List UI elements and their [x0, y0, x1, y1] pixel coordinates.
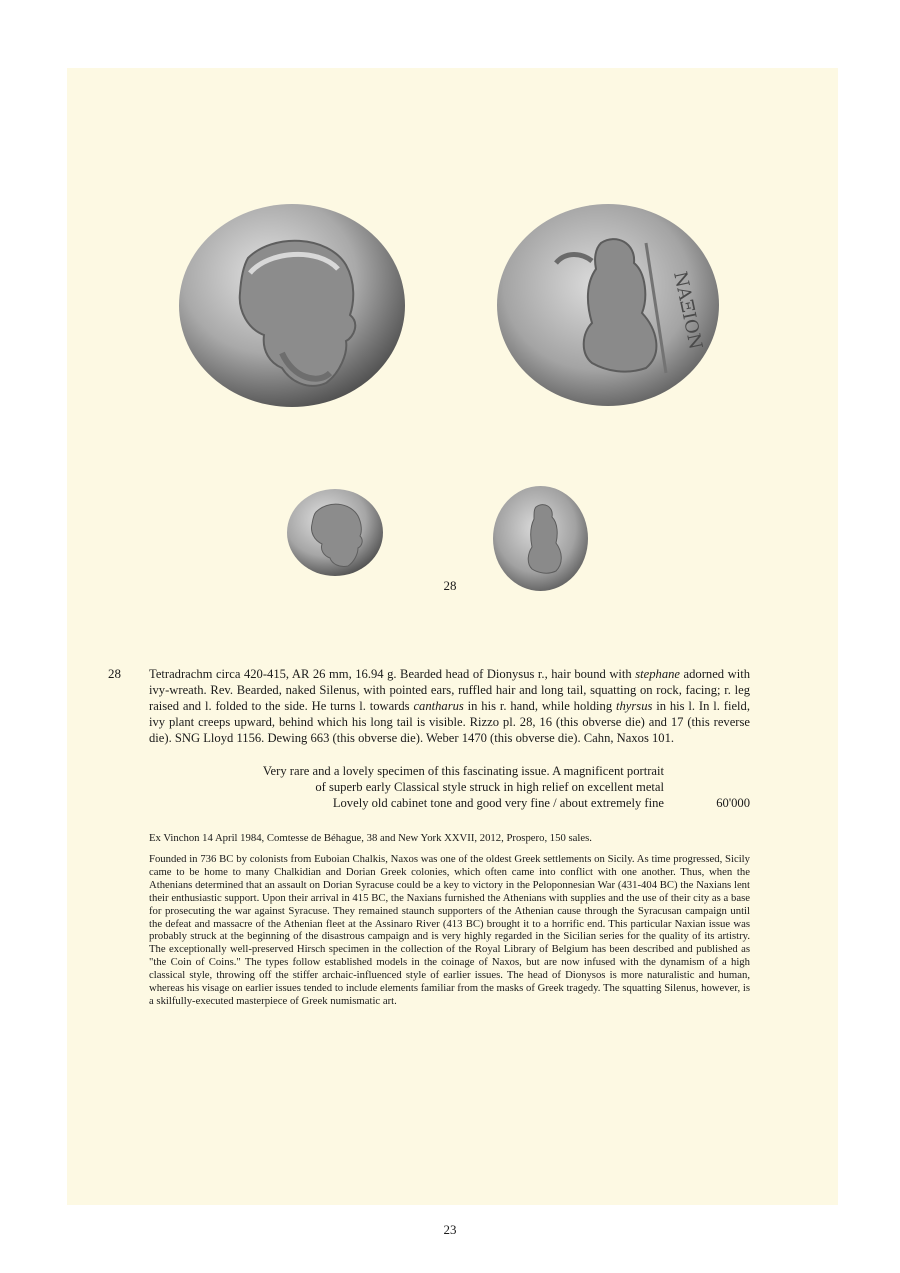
lot-number: 28: [108, 666, 121, 681]
description-term-thyrsus: thyrsus: [616, 699, 653, 714]
description-text: adorned with ivy-wreath. Rev. Bearded, naked Silenus, with pointed ears, ruffled hair and long tail, squatting on rock, facing; r. leg raised and l. folded to the side. He turns l. towards: [149, 667, 750, 714]
description-text: in his l. In l. field, ivy plant creeps upward, behind which his long tail is visible. Rizzo pl. 28, 16 (this obverse die) and 17 (this reverse die). SNG Lloyd 1156. Dewing 663 (this obverse die). Weber 1470 (this obverse die). Cahn, Naxos 101.: [149, 699, 750, 746]
reverse-coin-illustration: [496, 203, 720, 407]
reverse-inscription: ΝΑΞΙΟΝ: [669, 269, 707, 352]
rating-line-2: of superb early Classical style struck in high relief on excellent metal: [315, 780, 664, 794]
description-term-stephane: stephane: [635, 667, 681, 681]
catalogue-panel: [67, 68, 838, 1205]
provenance: Ex Vinchon 14 April 1984, Comtesse de Béhague, 38 and New York XXVII, 2012, Prospero, 150 sales.: [149, 832, 592, 844]
lot-description: [149, 666, 750, 746]
description-text: Tetradrachm circa 420-415, AR 26 mm, 16.94 g. Bearded head of Dionysus r., hair bound with: [149, 667, 636, 681]
page-number: 23: [443, 1222, 457, 1237]
description-text: in his r. hand, while holding: [463, 699, 616, 714]
lot-label: 28: [443, 578, 457, 593]
obverse-coin-small-image: [286, 488, 384, 577]
estimate-price: 60'000: [716, 796, 750, 810]
rating-line-3: Lovely old cabinet tone and good very fine / about extremely fine: [332, 796, 664, 810]
obverse-coin-large-image: [178, 203, 406, 408]
reverse-coin-large-image: [496, 203, 720, 407]
rating-line-1: Very rare and a lovely specimen of this fascinating issue. A magnificent portrait: [262, 764, 664, 778]
description-term-cantharus: cantharus: [413, 699, 464, 714]
reverse-coin-small-image: [492, 485, 589, 592]
historical-note: Founded in 736 BC by colonists from Euboian Chalkis, Naxos was one of the oldest Greek settlements on Sicily. As time progressed, Sicily came to be home to many Chalkidian and Dorian Greek colonies, which often came into conflict with one another. Thus, when the Athenians determined that an assault on Dorian Syracuse could be a key to victory in the Peloponnesian War (431-404 BC) the Naxians lent their enthusiastic support. Upon their arrival in 415 BC, the Naxians furnished the Athenians with supplies and the use of their city as a base for prosecuting the war against Syracuse. They remained staunch supporters of the Athenian cause through the Syracusan campaign until the defeat and massacre of the Athenian fleet at the Assinaro River (413 BC) brought it to a horrific end. This particular Naxian issue was probably struck at the beginning of the disastrous campaign and is very highly regarded in the Sicilian series for the quality of its artistry. The exceptionally well-preserved Hirsch specimen in the collection of the Royal Library of Belgium has been described and published as "the Coin of Coins." The types follow established models in the coinage of Naxos, but are now infused with the dynamism of a high classical style, throwing off the stiffer archaic-influenced style of earlier issues. The head of Dionysos is more naturalistic and human, whereas his visage on earlier issues tended to include elements familiar from the masks of Greek tragedy. The squatting Silenus, however, is a skilfully-executed masterpiece of Greek numismatic art.: [149, 853, 750, 1007]
obverse-coin-illustration: [178, 203, 406, 408]
obverse-coin-small-illustration: [286, 488, 384, 577]
reverse-coin-small-illustration: [492, 485, 589, 592]
